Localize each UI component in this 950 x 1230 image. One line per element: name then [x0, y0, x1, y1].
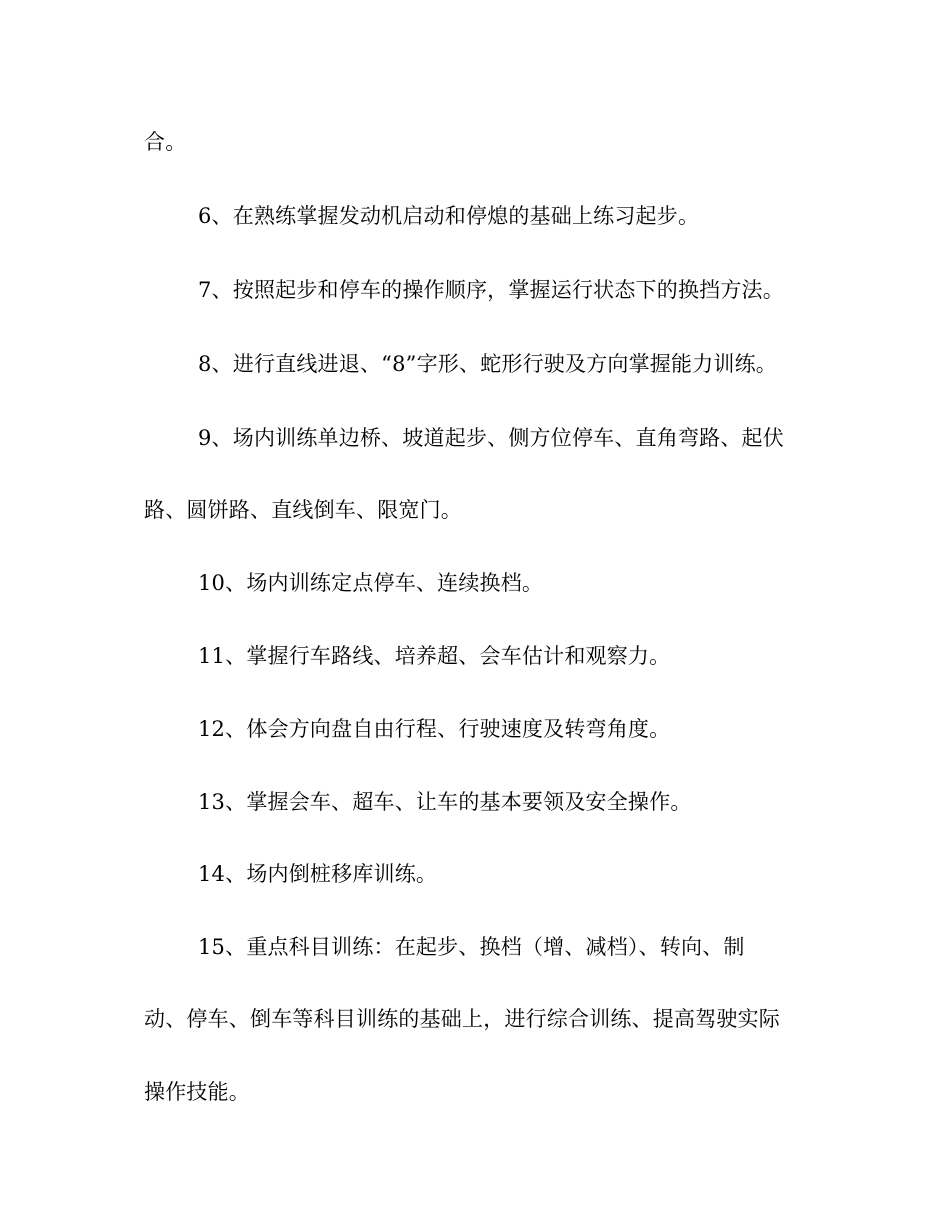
list-item-10: 10、场内训练定点停车、连续换档。 — [198, 571, 544, 595]
list-item-12: 12、体会方向盘自由行程、行驶速度及转弯角度。 — [198, 717, 671, 741]
list-item-8: 8、进行直线进退、“8”字形、蛇形行驶及方向掌握能力训练。 — [198, 352, 777, 376]
list-item-13: 13、掌握会车、超车、让车的基本要领及安全操作。 — [198, 790, 692, 814]
list-item-15: 15、重点科目训练：在起步、换档（增、减档）、转向、制 — [198, 935, 745, 959]
list-item-14: 14、场内倒桩移库训练。 — [198, 862, 438, 886]
list-item-11: 11、掌握行车路线、培养超、会车估计和观察力。 — [198, 644, 671, 668]
list-item-9: 9、场内训练单边桥、坡道起步、侧方位停车、直角弯路、起伏 — [198, 426, 784, 450]
list-item-15-continuation-2: 操作技能。 — [144, 1080, 250, 1104]
list-item-9-continuation: 路、圆饼路、直线倒车、限宽门。 — [144, 498, 462, 522]
list-item-6: 6、在熟练掌握发动机启动和停熄的基础上练习起步。 — [198, 204, 700, 228]
list-item-15-continuation-1: 动、停车、倒车等科目训练的基础上，进行综合训练、提高驾驶实际 — [144, 1007, 780, 1031]
list-item-7: 7、按照起步和停车的操作顺序，掌握运行状态下的换挡方法。 — [198, 278, 784, 302]
text-line-continuation: 合。 — [144, 130, 187, 154]
